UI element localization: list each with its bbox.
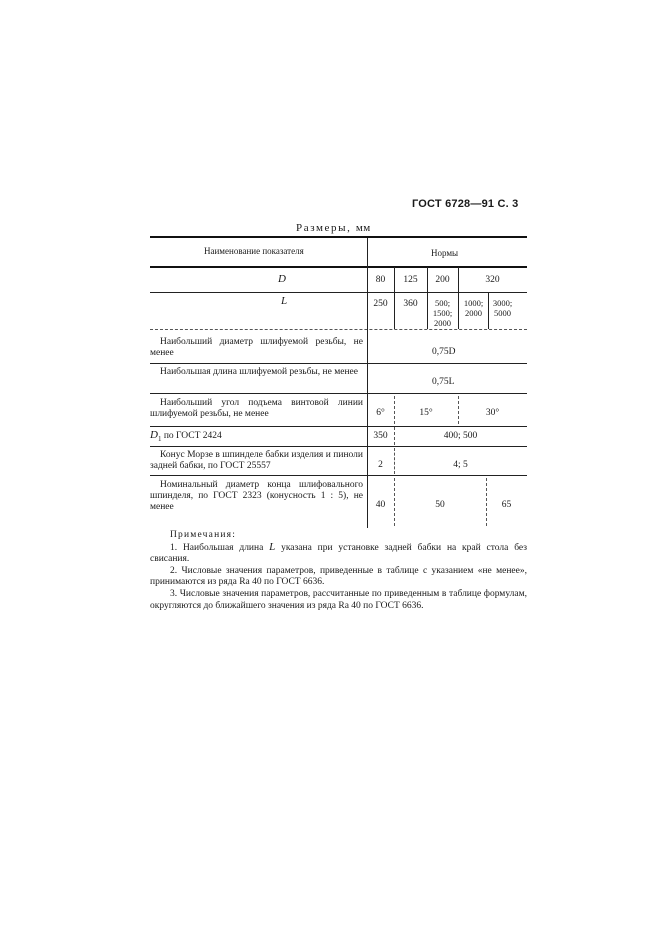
row-l-label: L [281,295,288,307]
rule-len-angle [150,393,527,394]
row-spindle-value: 40 [375,500,386,510]
row-len-value: 0,75L [432,377,455,387]
rule-angle-d1 [150,426,527,427]
row-d-value: 200 [435,275,450,285]
note-1-b: указана при установке задней бабки на край стола без свисания. [150,542,527,565]
row-angle-value: 30° [485,408,500,418]
d1-symbol: D [150,429,158,441]
note-1-a: 1. Наибольшая длина [170,542,270,553]
rule-diam-len [150,363,527,364]
row-d-value: 320 [485,275,500,285]
d1-label-rest: по ГОСТ 2424 [161,431,222,441]
caption-unit: мм [355,222,371,234]
row-d-label: D [278,273,286,285]
col-header-norm: Нормы [431,248,459,258]
rule-d-l [150,292,527,293]
rule-cone-spindle [150,475,527,476]
note-1-symbol: L [269,540,276,553]
note-3: 3. Числовые значения параметров, рассчитанные по приведенным в таблице формулам, округляются до ближайшего значения из ряда Ra 40 по ГОСТ 6636. [150,588,527,611]
row-d-value: 80 [375,275,386,285]
row-d1-value: 350 [373,431,388,441]
row-angle-value: 6° [376,408,385,418]
row-angle-label: Наибольший угол подъема винтовой линии шлифуемой резьбы, не менее [150,398,363,419]
row-cone-value: 2 [378,460,383,470]
row-d1-value: 400; 500 [443,431,478,441]
row-diam-label: Наибольший диаметр шлифуемой резьбы, не менее [150,337,363,358]
caption-text: Размеры, [296,222,352,234]
row-l-value: 250 [373,299,388,309]
table-top-rule [150,236,527,238]
note-1 [150,542,527,566]
header-bottom-rule [150,266,527,268]
row-cone-value: 4; 5 [453,460,468,470]
row-spindle-value: 50 [435,500,445,510]
row-l-value: 1000; 2000 [463,298,484,318]
notes-title: Примечания: [170,530,237,540]
row-spindle-label: Номинальный диаметр конца шлифовального шпинделя, по ГОСТ 2323 (конусность 1 : 5), не менее [150,480,363,512]
d1-subscript: 1 [157,434,162,443]
col-header-name: Наименование показателя [204,246,304,256]
row-spindle-value: 65 [501,500,512,510]
table-caption [296,222,371,234]
row-len-label: Наибольшая длина шлифуемой резьбы, не менее [160,367,358,377]
rule-d1-cone [150,446,527,447]
row-l-value: 360 [403,299,418,309]
row-angle-value: 15° [419,408,433,418]
rule-l-diam [150,329,527,330]
row-d-value: 125 [403,275,418,285]
row-d1-label [150,430,222,445]
row-diam-value: 0,75D [432,347,456,357]
note-2: 2. Числовые значения параметров, приведенные в таблице с указанием «не менее», принимаются из ряда Ra 40 по ГОСТ 6636. [150,565,527,588]
notes-section [150,530,527,612]
row-l-value: 500; 1500; 2000 [432,298,453,328]
row-cone-label: Конус Морзе в шпинделе бабки изделия и пиноли задней бабки, по ГОСТ 25557 [150,450,363,471]
page-header: ГОСТ 6728—91 С. 3 [412,198,519,210]
row-l-value: 3000; 5000 [492,298,513,318]
